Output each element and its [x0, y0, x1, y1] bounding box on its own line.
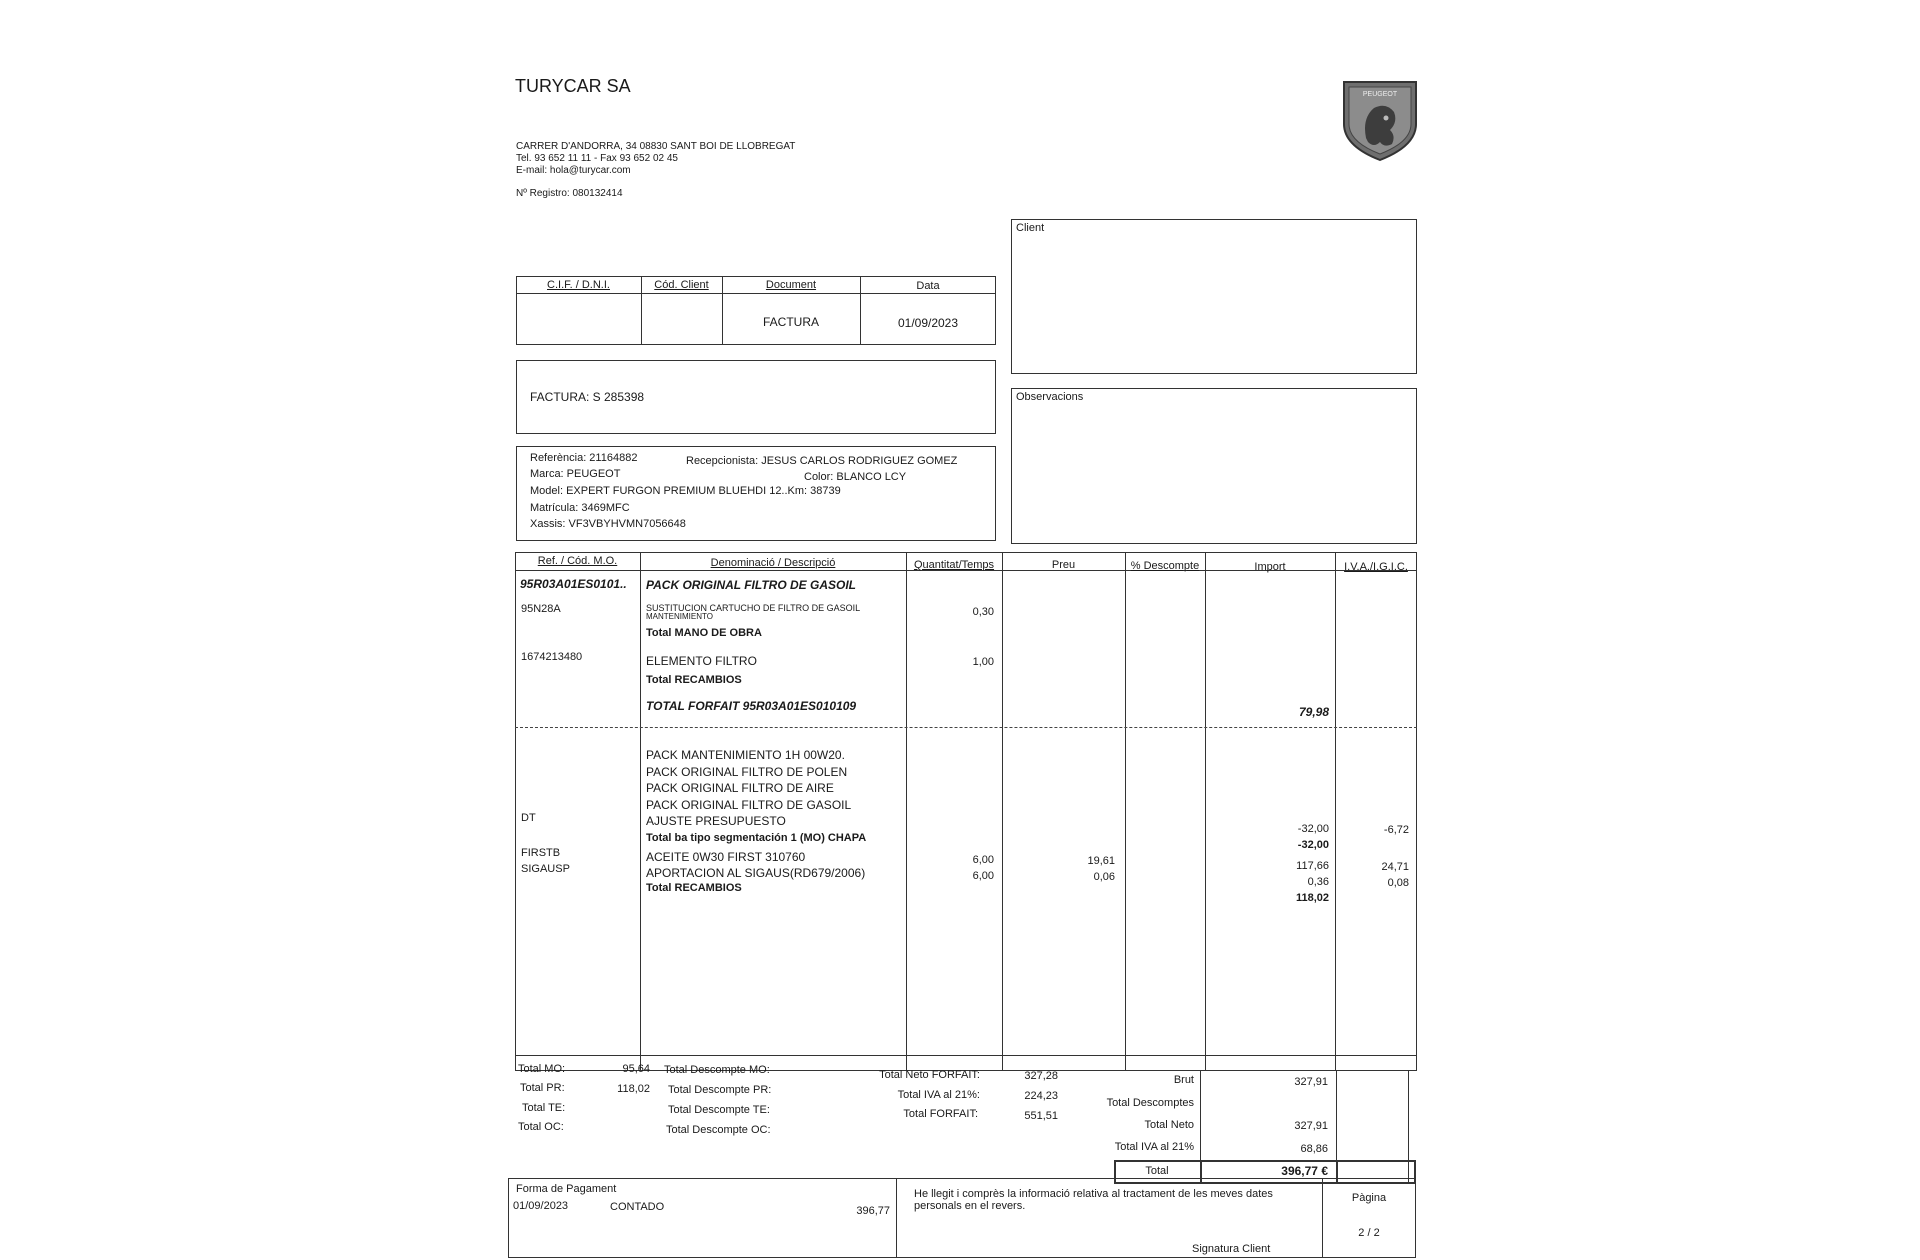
observations-box [1011, 388, 1417, 544]
col-iva: I.V.A./I.G.I.C. [1344, 561, 1408, 573]
total-desc-oc: Total Descompte OC: [666, 1124, 771, 1136]
date-value: 01/09/2023 [897, 316, 959, 330]
client-box [1011, 219, 1417, 374]
table-row-desc: PACK ORIGINAL FILTRO DE AIRE [646, 781, 834, 795]
invoice-number: FACTURA: S 285398 [530, 390, 645, 404]
table-row-iva: 24,71 [1381, 861, 1409, 873]
table-row-desc: TOTAL FORFAIT 95R03A01ES010109 [646, 699, 857, 713]
payment-date: 01/09/2023 [513, 1200, 569, 1212]
table-row-ref: 95N28A [521, 603, 561, 615]
brut-label: Brut [1173, 1074, 1194, 1086]
client-label: Client [1016, 222, 1045, 234]
grand-total-value: 396,77 € [1281, 1164, 1328, 1178]
peugeot-logo-icon [1340, 78, 1420, 162]
table-row-qty: 6,00 [972, 870, 994, 882]
iva-forfait-value: 224,23 [1024, 1090, 1058, 1102]
table-row-import: 79,98 [1298, 705, 1329, 719]
total-mo-label: Total MO: [518, 1063, 566, 1075]
total-pr-label: Total PR: [520, 1082, 565, 1094]
total-mo-value: 95,64 [622, 1063, 650, 1075]
table-row-price: 0,06 [1093, 871, 1115, 883]
table-row-desc: PACK ORIGINAL FILTRO DE GASOIL [646, 798, 852, 812]
table-row-price: 19,61 [1087, 855, 1115, 867]
vehicle-model: Model: EXPERT FURGON PREMIUM BLUEHDI 12..Km: 38739 [530, 485, 841, 497]
total-oc-label: Total OC: [518, 1121, 564, 1133]
neto-label: Total Neto [1144, 1119, 1194, 1131]
forfait-value: 551,51 [1024, 1110, 1058, 1122]
payment-label: Forma de Pagament [516, 1183, 617, 1195]
forfait-label: Total FORFAIT: [903, 1108, 978, 1120]
table-row-desc: Total MANO DE OBRA [646, 627, 762, 639]
table-row-iva: 0,08 [1387, 877, 1409, 889]
total-pr-value: 118,02 [617, 1083, 650, 1095]
neto-forfait-label: Total Neto FORFAIT: [879, 1069, 980, 1081]
table-row-desc: ELEMENTO FILTRO [646, 654, 757, 668]
company-phone: Tel. 93 652 11 11 - Fax 93 652 02 45 [516, 153, 678, 164]
neto-value: 327,91 [1294, 1120, 1328, 1132]
cif-label: C.I.F. / D.N.I. [547, 279, 610, 291]
table-row-import: 118,02 [1295, 892, 1329, 904]
payment-amount: 396,77 [856, 1205, 890, 1217]
table-row-qty: 6,00 [972, 854, 994, 866]
brut-value: 327,91 [1294, 1076, 1328, 1088]
iva-label: Total IVA al 21% [1114, 1141, 1194, 1153]
page-number: 2 / 2 [1358, 1227, 1380, 1239]
signature-label: Signatura Client [1192, 1243, 1271, 1255]
table-row-ref: DT [521, 812, 536, 824]
section-divider [515, 727, 1417, 728]
col-price: Preu [1051, 559, 1076, 571]
company-address: CARRER D'ANDORRA, 34 08830 SANT BOI DE LLOBREGAT [516, 141, 796, 152]
iva-value: 68,86 [1300, 1143, 1328, 1155]
table-row-import: -32,00 [1297, 839, 1329, 851]
descomptes-label: Total Descomptes [1106, 1097, 1194, 1109]
table-row-ref: 95R03A01ES0101.. [520, 577, 627, 591]
vehicle-reference: Referència: 21164882 [530, 452, 638, 464]
table-row-qty: 1,00 [972, 656, 994, 668]
table-row-desc: Total ba tipo segmentación 1 (MO) CHAPA [646, 832, 867, 844]
vehicle-color: Color: BLANCO LCY [804, 471, 907, 483]
table-row-desc: AJUSTE PRESUPUESTO [646, 814, 786, 828]
table-row-desc: APORTACION AL SIGAUS(RD679/2006) [646, 866, 866, 880]
col-discount: % Descompte [1130, 560, 1200, 572]
company-email: E-mail: hola@turycar.com [516, 165, 631, 176]
table-row-import: 0,36 [1307, 876, 1329, 888]
table-row-desc: PACK MANTENIMIENTO 1H 00W20. [646, 748, 845, 762]
total-desc-pr: Total Descompte PR: [668, 1084, 772, 1096]
company-name: TURYCAR SA [515, 76, 631, 96]
total-desc-te: Total Descompte TE: [668, 1104, 770, 1116]
consent-text-1: He llegit i comprès la informació relativa al tractament de les meves dates [914, 1188, 1273, 1200]
payment-method: CONTADO [610, 1201, 665, 1213]
vehicle-vin: Xassis: VF3VBYHVMN7056648 [530, 518, 686, 530]
vehicle-brand: Marca: PEUGEOT [530, 468, 621, 480]
vehicle-plate: Matrícula: 3469MFC [530, 502, 630, 514]
company-registry: Nº Registro: 080132414 [516, 188, 623, 199]
vehicle-receptionist: Recepcionista: JESUS CARLOS RODRIGUEZ GOMEZ [686, 455, 958, 467]
consent-text-2: personals en el revers. [914, 1200, 1026, 1212]
table-row-import: -32,00 [1297, 823, 1329, 835]
document-value: FACTURA [762, 315, 819, 329]
table-row-iva: -6,72 [1383, 824, 1409, 836]
client-code-label: Cód. Client [654, 279, 709, 291]
table-row-ref: 1674213480 [521, 651, 583, 663]
table-row-desc: Total RECAMBIOS [646, 674, 742, 686]
observations-label: Observacions [1016, 391, 1084, 403]
table-row-ref: SIGAUSP [521, 863, 570, 875]
neto-forfait-value: 327,28 [1024, 1070, 1058, 1082]
col-quantity: Quantitat/Temps [913, 559, 995, 571]
table-row-desc: SUSTITUCION CARTUCHO DE FILTRO DE GASOIL [646, 603, 861, 613]
total-desc-mo: Total Descompte MO: [664, 1064, 770, 1076]
table-row-qty: 0,30 [972, 606, 994, 618]
grand-total-label: Total [1145, 1165, 1169, 1177]
table-row-desc: PACK ORIGINAL FILTRO DE GASOIL [646, 578, 856, 592]
col-ref: Ref. / Cód. M.O. [537, 555, 618, 567]
date-label: Data [916, 280, 940, 292]
table-row-ref: FIRSTB [521, 847, 561, 859]
col-description: Denominació / Descripció [710, 557, 836, 569]
page-label: Pàgina [1351, 1192, 1387, 1204]
table-row-import: 117,66 [1296, 860, 1329, 872]
table-row-desc: PACK ORIGINAL FILTRO DE POLEN [646, 765, 848, 779]
table-row-desc: Total RECAMBIOS [646, 882, 742, 894]
iva-forfait-label: Total IVA al 21%: [897, 1089, 980, 1101]
col-import: Import [1254, 561, 1286, 573]
document-label: Document [765, 279, 817, 291]
table-row-desc: ACEITE 0W30 FIRST 310760 [646, 850, 806, 864]
total-te-label: Total TE: [522, 1102, 566, 1114]
table-row-desc-2: MANTENIMIENTO [646, 612, 713, 621]
svg-text:PEUGEOT: PEUGEOT [1362, 91, 1398, 98]
